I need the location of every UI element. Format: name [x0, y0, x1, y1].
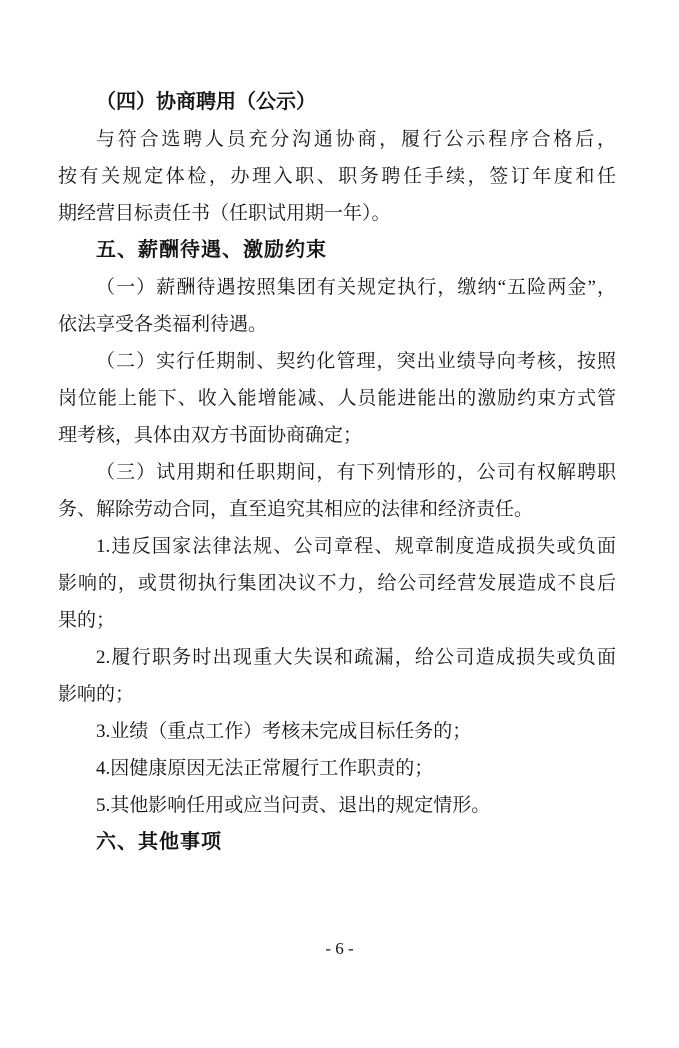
paragraph-line: 果的； [58, 610, 116, 631]
paragraph-line: 期经营目标责任书（任职试用期一年）。 [58, 203, 391, 224]
section-heading-6: 六、其他事项 [96, 831, 222, 853]
paragraph-line: 影响的； [58, 684, 135, 705]
list-item-line-3: 3.业绩（重点工作）考核未完成目标任务的； [96, 721, 472, 742]
list-item-line-1: 1.违反国家法律法规、公司章程、规章制度造成损失或负面 [96, 536, 616, 557]
paragraph-line: 影响的，或贯彻执行集团决议不力，给公司经营发展造成不良后 [58, 573, 616, 594]
section-heading-5: 五、薪酬待遇、激励约束 [96, 239, 327, 261]
page-number: - 6 - [325, 939, 354, 958]
subsection-heading-4: （四）协商聘用（公示） [96, 91, 316, 113]
paragraph-line: （三）试用期和任职期间，有下列情形的，公司有权解聘职 [96, 462, 616, 483]
list-item-line-2: 2.履行职务时出现重大失误和疏漏，给公司造成损失或负面 [96, 647, 616, 668]
document-body [58, 84, 616, 861]
paragraph-line: 依法享受各类福利待遇。 [58, 314, 268, 335]
paragraph-line: 务、解除劳动合同，直至追究其相应的法律和经济责任。 [58, 499, 534, 520]
paragraph-line: 按有关规定体检，办理入职、职务聘任手续，签订年度和任 [58, 166, 616, 187]
paragraph-line: 理考核，具体由双方书面协商确定； [58, 425, 363, 446]
list-item-line-5: 5.其他影响任用或应当问责、退出的规定情形。 [96, 795, 491, 816]
paragraph-line: （一）薪酬待遇按照集团有关规定执行，缴纳“五险两金”， [96, 277, 616, 298]
paragraph-line: 岗位能上能下、收入能增能减、人员能进能出的激励约束方式管 [58, 388, 616, 409]
paragraph-line: 与符合选聘人员充分沟通协商，履行公示程序合格后， [96, 129, 616, 150]
list-item-line-4: 4.因健康原因无法正常履行工作职责的； [96, 758, 434, 779]
paragraph-line: （二）实行任期制、契约化管理，突出业绩导向考核，按照 [96, 351, 616, 372]
